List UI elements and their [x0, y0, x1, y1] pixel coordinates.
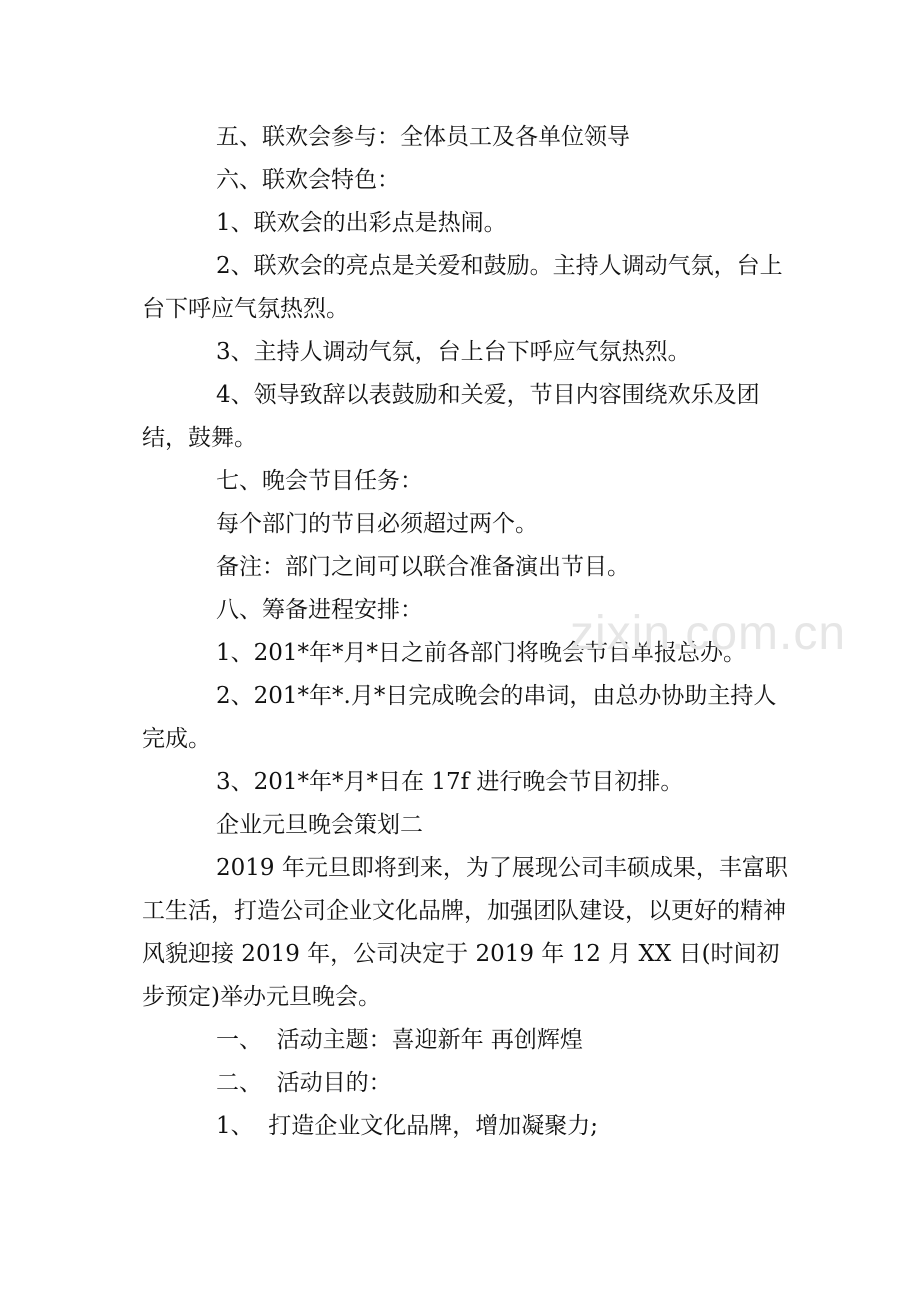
- schedule-item-1: 1、201*年*月*日之前各部门将晚会节目单报总办。: [216, 640, 747, 666]
- plan-two-title: 企业元旦晚会策划二: [216, 812, 423, 838]
- activity-purpose-item-1: 1、 打造企业文化品牌，增加凝聚力;: [216, 1113, 599, 1139]
- feature-item-3: 3、主持人调动气氛，台上台下呼应气氛热烈。: [216, 339, 691, 365]
- program-task-text: 每个部门的节目必须超过两个。: [216, 511, 538, 537]
- section-participants: 五、联欢会参与：全体员工及各单位领导: [216, 124, 630, 150]
- feature-item-2: 2、联欢会的亮点是关爱和鼓励。主持人调动气氛，台上台下呼应气氛热烈。: [142, 253, 783, 322]
- section-schedule-heading: 八、筹备进程安排：: [216, 597, 423, 623]
- schedule-item-2: 2、201*年*.月*日完成晚会的串词，由总办协助主持人完成。: [142, 683, 777, 752]
- plan-two-intro: 2019 年元旦即将到来，为了展现公司丰硕成果，丰富职工生活，打造公司企业文化品牌，加强团队建设，以更好的精神风貌迎接 2019 年，公司决定于 2019 年 12 月 XX 日(时间初步预定)举办元旦晚会。: [142, 855, 788, 1010]
- activity-purpose-heading: 二、 活动目的：: [216, 1070, 392, 1096]
- program-task-note: 备注：部门之间可以联合准备演出节目。: [216, 554, 630, 580]
- section-program-task-heading: 七、晚会节目任务：: [216, 468, 423, 494]
- section-features-heading: 六、联欢会特色：: [216, 167, 400, 193]
- feature-item-4: 4、领导致辞以表鼓励和关爱，节目内容围绕欢乐及团结，鼓舞。: [142, 382, 760, 451]
- schedule-item-3: 3、201*年*月*日在 17f 进行晚会节目初排。: [216, 769, 684, 795]
- feature-item-1: 1、联欢会的出彩点是热闹。: [216, 210, 507, 236]
- activity-theme: 一、 活动主题：喜迎新年 再创辉煌: [216, 1027, 583, 1053]
- watermark-text: zixin.com.cn: [570, 607, 847, 660]
